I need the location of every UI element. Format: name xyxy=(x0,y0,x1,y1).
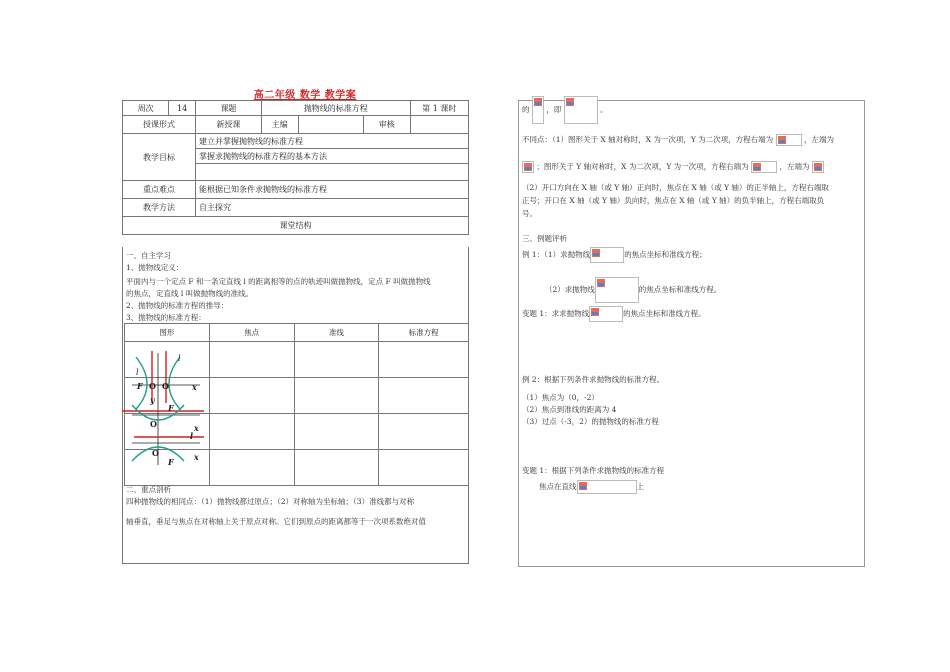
goal-label: 教学目标 xyxy=(123,134,196,181)
section-2-heading: 二、重点剖析 xyxy=(126,485,171,494)
label-l: l xyxy=(190,431,194,441)
variant-2-item-1: 焦点在直线 上 xyxy=(539,480,644,494)
goal-2: 掌握求抛物线的标准方程的基本方法 xyxy=(195,149,468,164)
review-label: 审核 xyxy=(364,116,410,134)
focus-cell xyxy=(209,450,294,486)
label-f: F xyxy=(168,403,174,413)
label-l: l xyxy=(178,354,181,363)
analysis-line-2: 轴垂直，垂足与焦点在对称轴上关于原点对称。它们到原点的距离都等于一次项系数绝对值 xyxy=(126,517,426,526)
page-title: 高二年级 数学 教学案 xyxy=(253,90,357,101)
equation-cell xyxy=(379,378,469,414)
diff-line-3: （2）开口方向在 X 轴（或 Y 轴）正向时，焦点在 X 轴（或 Y 轴）的正半轴上，方程右端取 xyxy=(522,183,829,192)
structure-label: 课堂结构 xyxy=(123,217,469,235)
diff-line-4: 正号；开口在 X 轴（或 Y 轴）负向时，焦点在 X 轴（或 Y 轴）的负半轴上，方程右端取负 xyxy=(522,196,825,205)
key-label: 重点难点 xyxy=(123,181,196,199)
diff-line-1: 不同点：（1）图形关于 X 轴对称时，X 为一次项，Y 为二次项，方程右端为 ，左端为 xyxy=(522,135,834,144)
key-value: 能根据已知条件求抛物线的标准方程 xyxy=(195,181,468,199)
example-2-item-3: （3）过点（-3，2）的抛物线的标准方程 xyxy=(522,417,659,426)
formula-image-icon xyxy=(577,480,637,494)
formula-image-icon xyxy=(812,161,824,173)
equation-cell xyxy=(379,414,469,450)
col-figure: 图形 xyxy=(125,324,210,342)
review-value xyxy=(410,116,469,134)
title-subject: 数学 xyxy=(299,90,321,101)
section-3-heading: 三、例题评析 xyxy=(522,234,567,243)
week-label: 周次 xyxy=(123,101,169,116)
focus-cell xyxy=(209,378,294,414)
label-o: O xyxy=(150,419,157,429)
variant-2-heading: 变题 1：根据下列条件求抛物线的标准方程 xyxy=(522,466,665,475)
formula-image-icon xyxy=(776,134,802,146)
period: 第 1 课时 xyxy=(410,101,469,116)
label-o: O xyxy=(149,381,156,391)
definition-heading: 1、抛物线定义： xyxy=(126,263,184,272)
type-label: 授课形式 xyxy=(123,116,196,134)
directrix-cell xyxy=(294,342,379,378)
example-2-heading: 例 2：根据下列条件求抛物线的标准方程。 xyxy=(522,375,665,384)
equation-cell xyxy=(379,342,469,378)
focus-cell xyxy=(209,414,294,450)
lesson-plan-table xyxy=(122,100,469,235)
example-1-line-2: （2）求抛物线 的焦点坐标和准线方程。 xyxy=(545,277,721,303)
definition-line-2: 的焦点，定直线 l 叫做抛物线的准线。 xyxy=(126,289,254,298)
week-value: 14 xyxy=(169,101,196,116)
derivation-heading: 2、抛物线的标准方程的推导： xyxy=(126,301,229,310)
label-y: y xyxy=(150,395,155,405)
formula-image-icon xyxy=(564,96,598,124)
section-1-heading: 一、自主学习 xyxy=(126,251,171,260)
method-value: 自主探究 xyxy=(195,199,468,217)
formula-image-icon xyxy=(751,161,777,173)
formula-image-icon xyxy=(595,277,639,303)
directrix-cell xyxy=(294,450,379,486)
definition-line-1: 平面内与一个定点 F 和一条定直线 l 的距离相等的点的轨迹叫做抛物线，定点 F 叫做抛物线 xyxy=(126,277,431,286)
formula-image-icon xyxy=(590,247,624,263)
type-value: 新授课 xyxy=(195,116,261,134)
directrix-cell xyxy=(294,414,379,450)
editor-label: 主编 xyxy=(261,116,298,134)
goal-3 xyxy=(195,164,468,181)
directrix-cell xyxy=(294,378,379,414)
topic-value: 抛物线的标准方程 xyxy=(261,101,410,116)
label-x: x xyxy=(194,423,199,433)
formula-image-icon xyxy=(589,306,623,322)
col-focus: 焦点 xyxy=(209,324,294,342)
example-1-line-1: 例 1：（1）求抛物线 的焦点坐标和准线方程； xyxy=(522,247,707,263)
diff-line-2: ；图形关于 Y 轴对称时，X 为二次项，Y 为一次项，方程右端为 ，左端为 xyxy=(522,161,824,173)
editor-value xyxy=(298,116,364,134)
example-2-item-1: （1）焦点为（0，-2） xyxy=(522,393,599,402)
label-f: F xyxy=(137,381,143,391)
formula-image-icon xyxy=(532,96,544,124)
label-x: x xyxy=(194,452,199,462)
label-x: x xyxy=(192,382,197,392)
label-o: O xyxy=(162,381,169,391)
label-o: O xyxy=(152,448,159,458)
standard-eq-heading: 3、抛物线的标准方程： xyxy=(126,313,206,322)
parabola-figures xyxy=(120,343,210,468)
equation-cell xyxy=(379,450,469,486)
variant-1-line: 变题 1：求求抛物线 的焦点坐标和准线方程。 xyxy=(522,306,706,322)
col-equation: 标准方程 xyxy=(379,324,469,342)
focus-cell xyxy=(209,342,294,378)
goal-1: 建立并掌握抛物线的标准方程 xyxy=(195,134,468,149)
formula-image-icon xyxy=(522,161,534,173)
method-label: 教学方法 xyxy=(123,199,196,217)
col-directrix: 准线 xyxy=(294,324,379,342)
analysis-line-1: 四种抛物线的相同点：（1）抛物线都过原点；（2）对称轴为坐标轴；（3）准线都与对称 xyxy=(126,497,415,506)
label-l: l xyxy=(136,368,139,377)
label-f: F xyxy=(168,457,174,467)
right-line-1: 的 ，即 。 xyxy=(522,96,608,124)
example-2-item-2: （2）焦点到准线的距离为 4 xyxy=(522,405,617,414)
topic-label: 课题 xyxy=(195,101,261,116)
diff-line-5: 号。 xyxy=(522,209,537,218)
